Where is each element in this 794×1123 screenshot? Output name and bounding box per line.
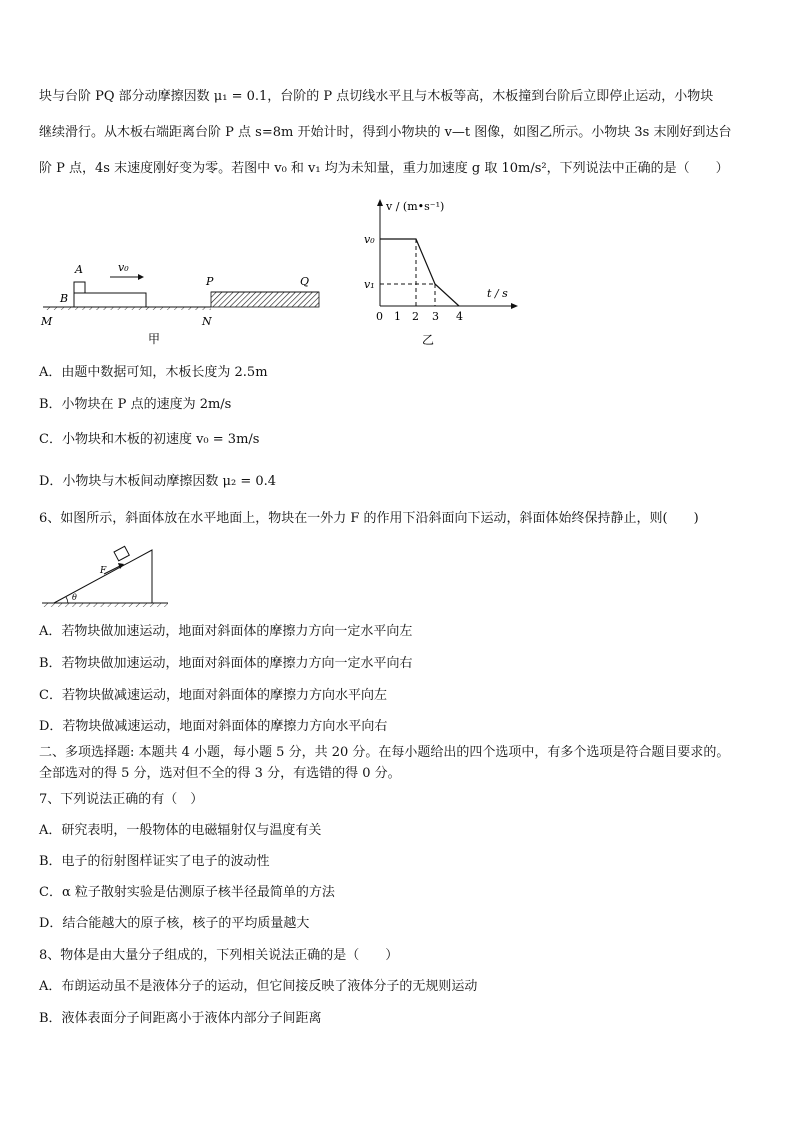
p6-option-d: D．若物块做减速运动，地面对斜面体的摩擦力方向水平向右 (39, 719, 388, 734)
p5-option-c: C．小物块和木板的初速度 v₀ = 3m/s (39, 432, 260, 447)
yi-ytick-v0: v₀ (364, 233, 375, 246)
board (74, 293, 146, 307)
caption-jia: 甲 (148, 332, 161, 346)
p5-option-a: A．由题中数据可知，木板长度为 2.5m (39, 365, 268, 380)
yi-xlabel: t / s (487, 287, 508, 300)
p8-option-a: A．布朗运动虽不是液体分子的运动，但它间接反映了液体分子的无规则运动 (39, 979, 478, 994)
p5-line1: 块与台阶 PQ 部分动摩擦因数 μ₁ = 0.1，台阶的 P 点切线水平且与木板等高，木板撞到台阶后立即停止运动，小物块 (39, 89, 714, 104)
caption-yi: 乙 (422, 333, 435, 347)
label-b: B (60, 292, 69, 305)
p6-option-c: C．若物块做减速运动，地面对斜面体的摩擦力方向水平向左 (39, 688, 387, 703)
label-theta: θ (72, 593, 77, 602)
p6-stem: 6、如图所示，斜面体放在水平地面上，物块在一外力 F 的作用下沿斜面向下运动，斜面体始终保持静止，则( ) (39, 511, 699, 526)
block (114, 546, 129, 560)
p5-line2: 继续滑行。从木板右端距离台阶 P 点 s=8m 开始计时，得到小物块的 v—t 图像，如图乙所示。小物块 3s 末刚好到达台 (39, 125, 732, 140)
block-a (74, 282, 85, 293)
figure-jia (38, 255, 328, 350)
p5-option-b: B．小物块在 P 点的速度为 2m/s (39, 397, 232, 412)
label-m: M (41, 315, 53, 328)
vt-curve (380, 239, 459, 306)
p7-option-b: B．电子的衍射图样证实了电子的波动性 (39, 854, 270, 869)
p6-option-b: B．若物块做加速运动，地面对斜面体的摩擦力方向一定水平向右 (39, 656, 413, 671)
p7-stem: 7、下列说法正确的有（ ） (39, 792, 204, 807)
section2-line1: 二、多项选择题: 本题共 4 小题，每小题 5 分，共 20 分。在每小题给出的四个选项中，有多个选项是符合题目要求的。 (39, 745, 730, 760)
label-f: F (100, 566, 107, 576)
label-v0: v₀ (118, 261, 129, 274)
p7-option-a: A．研究表明，一般物体的电磁辐射仅与温度有关 (39, 823, 322, 838)
label-a: A (75, 263, 83, 276)
p7-option-d: D．结合能越大的原子核，核子的平均质量越大 (39, 916, 310, 931)
yi-xtick-4: 4 (456, 310, 463, 323)
yi-ytick-v1: v₁ (364, 278, 375, 291)
step-pq (211, 292, 319, 307)
p6-option-a: A．若物块做加速运动，地面对斜面体的摩擦力方向一定水平向左 (39, 624, 413, 639)
p5-option-d: D．小物块与木板间动摩擦因数 μ₂ = 0.4 (39, 474, 277, 489)
yi-ylabel: v / (m•s⁻¹) (386, 200, 445, 213)
yi-xtick-0: 0 (376, 310, 383, 323)
figure-incline (40, 540, 175, 610)
section2-line2: 全部选对的得 5 分，选对但不全的得 3 分，有选错的得 0 分。 (39, 766, 401, 781)
p7-option-c: C．α 粒子散射实验是估测原子核半径最简单的方法 (39, 885, 335, 900)
label-q: Q (300, 275, 310, 288)
yi-xtick-3: 3 (432, 310, 439, 323)
yi-xtick-1: 1 (394, 310, 401, 323)
figure-yi (356, 196, 526, 351)
p8-option-b: B．液体表面分子间距离小于液体内部分子间距离 (39, 1011, 322, 1026)
label-n: N (202, 315, 212, 328)
yi-xtick-2: 2 (412, 310, 419, 323)
label-p: P (206, 275, 214, 288)
p5-line3: 阶 P 点，4s 末速度刚好变为零。若图中 v₀ 和 v₁ 均为未知量，重力加速度 g 取 10m/s²，下列说法中正确的是（ ） (39, 161, 729, 176)
p8-stem: 8、物体是由大量分子组成的，下列相关说法正确的是（ ） (39, 948, 399, 963)
